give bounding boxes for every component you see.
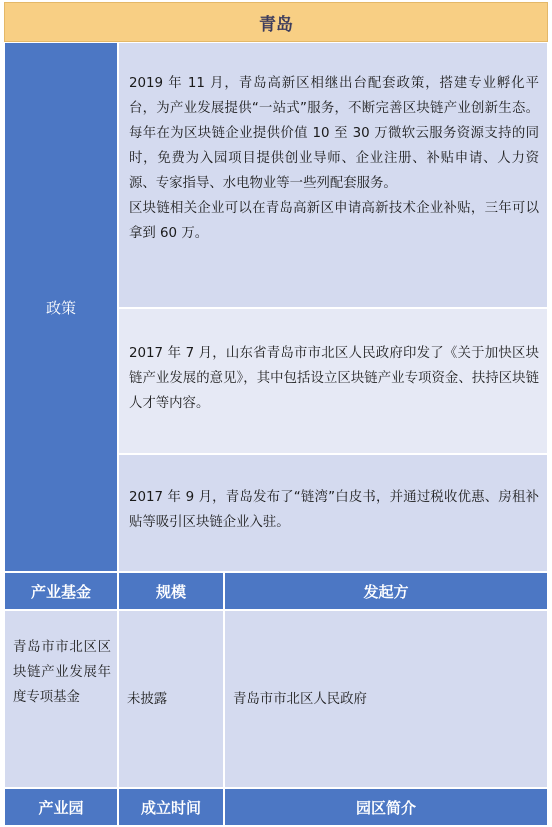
- fund-scale-cell: 未披露: [118, 610, 224, 788]
- policy-block-2019: [118, 42, 548, 308]
- fund-sponsor-cell: 青岛市市北区人民政府: [224, 610, 548, 788]
- policy-block-2017-07: [118, 308, 548, 454]
- policy-paragraph: 2019 年 11 月，青岛高新区相继出台配套政策，搭建专业孵化平台，为产业发展提供“一站式”服务，不断完善区块链产业创新生态。每年在为区块链企业提供价值 10 至 30 万微软云服务资源支持的同时，免费为入园项目提供创业导师、企业注册、补贴申请、人力资源、专家指导、水电物业等一些列配套服务。: [129, 76, 539, 191]
- policy-paragraph: 2017 年 7 月，山东省青岛市市北区人民政府印发了《关于加快区块链产业发展的意见》，其中包括设立区块链产业专项资金、扶持区块链人才等内容。: [129, 346, 539, 411]
- fund-name-cell: 青岛市市北区区块链产业发展年度专项基金: [4, 610, 118, 788]
- fund-header-name: 产业基金: [4, 572, 118, 610]
- park-header-intro: 园区简介: [224, 788, 548, 826]
- policy-label: 政策: [4, 42, 118, 572]
- fund-header-scale: 规模: [118, 572, 224, 610]
- policy-paragraph: 区块链相关企业可以在青岛高新区申请高新技术企业补贴，三年可以拿到 60 万。: [129, 201, 539, 241]
- fund-header-sponsor: 发起方: [224, 572, 548, 610]
- park-header-date: 成立时间: [118, 788, 224, 826]
- policy-paragraph: 2017 年 9 月，青岛发布了“链湾”白皮书，并通过税收优惠、房租补贴等吸引区块链企业入驻。: [129, 490, 539, 530]
- table-title: 青岛: [4, 2, 548, 42]
- policy-block-2017-09: [118, 454, 548, 572]
- park-header-name: 产业园: [4, 788, 118, 826]
